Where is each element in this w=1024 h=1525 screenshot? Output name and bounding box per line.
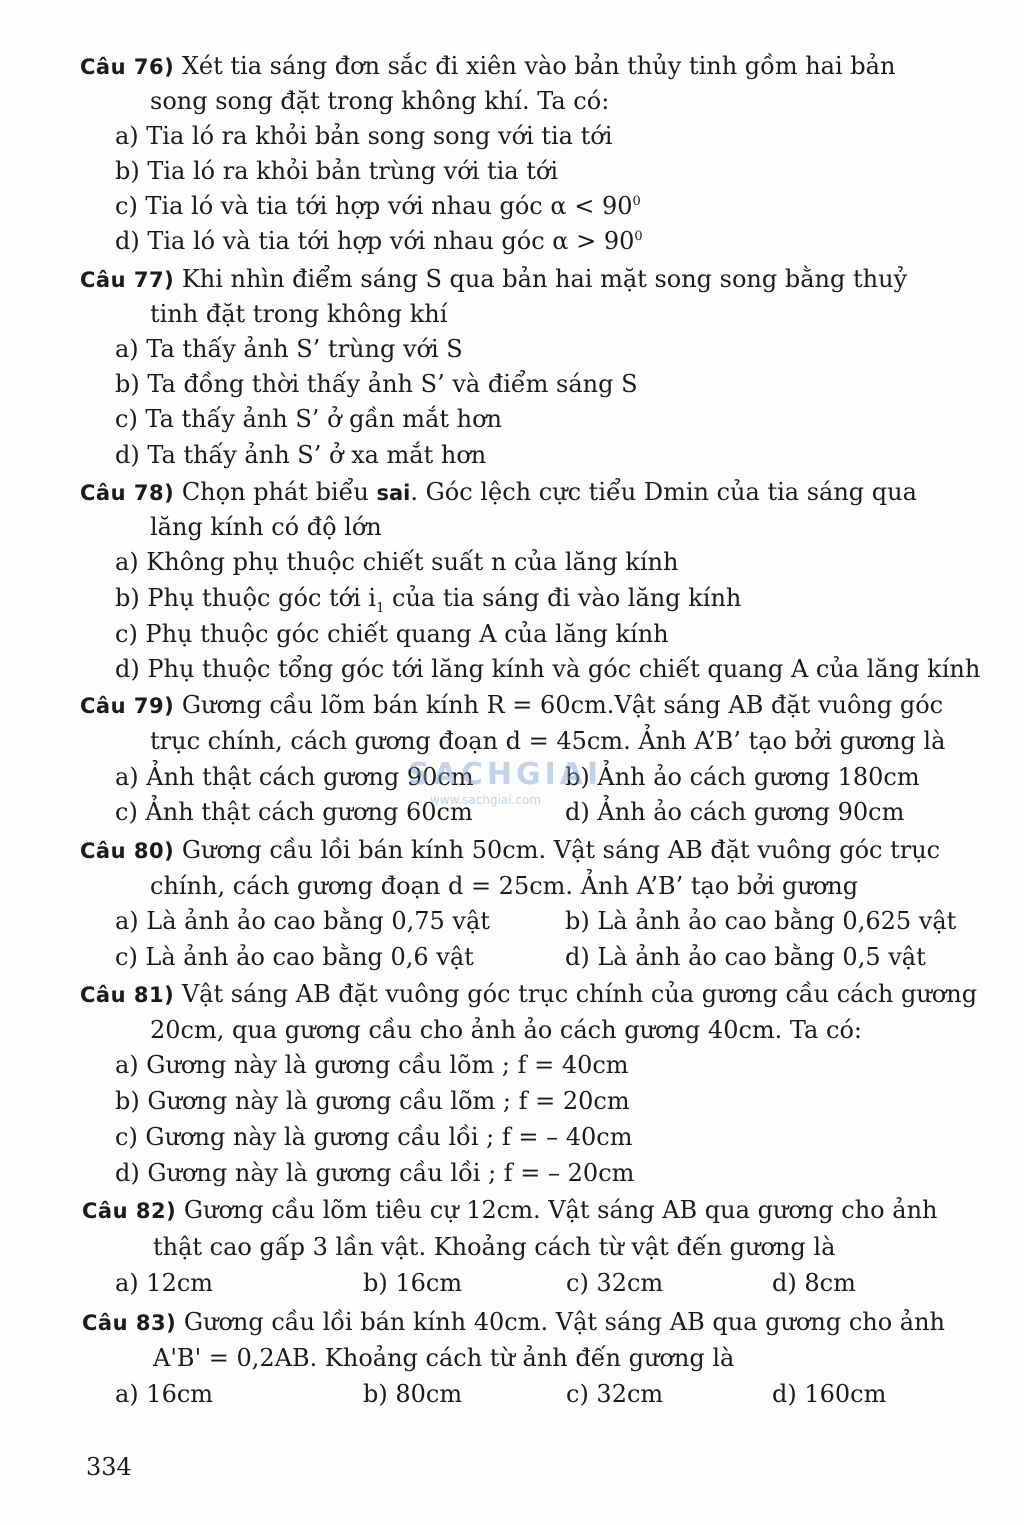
question-stem-line: 20cm, qua gương cầu cho ảnh ảo cách gương 40cm. Ta có:	[150, 1016, 862, 1044]
question-stem-line: Câu 82) Gương cầu lõm tiêu cự 12cm. Vật sáng AB qua gương cho ảnh	[82, 1196, 938, 1224]
question-number: Câu 82)	[82, 1199, 177, 1223]
answer-option: a) 16cm	[115, 1380, 214, 1408]
question-stem-line: song song đặt trong không khí. Ta có:	[150, 87, 610, 115]
answer-option: c) Gương này là gương cầu lồi ; f = – 40cm	[115, 1123, 633, 1151]
question-stem-line: Câu 80) Gương cầu lồi bán kính 50cm. Vật sáng AB đặt vuông góc trục	[80, 836, 941, 864]
watermark	[408, 757, 603, 817]
answer-option: a) Gương này là gương cầu lõm ; f = 40cm	[115, 1051, 629, 1079]
question-stem-line: Câu 83) Gương cầu lồi bán kính 40cm. Vật sáng AB qua gương cho ảnh	[82, 1308, 946, 1336]
question-stem-line: thật cao gấp 3 lần vật. Khoảng cách từ vật đến gương là	[153, 1233, 836, 1261]
question-number: Câu 78)	[80, 481, 175, 505]
question-stem-line: Câu 78) Chọn phát biểu sai. Góc lệch cực tiểu Dmin của tia sáng qua	[80, 478, 917, 506]
answer-option: b) Ta đồng thời thấy ảnh S’ và điểm sáng S	[115, 370, 638, 398]
question-stem-line: lăng kính có độ lớn	[150, 513, 382, 541]
answer-option: c) Là ảnh ảo cao bằng 0,6 vật	[115, 943, 474, 971]
question-stem-line: trục chính, cách gương đoạn d = 45cm. Ảnh A’B’ tạo bởi gương là	[150, 727, 946, 755]
watermark-logo: SACHGIAI	[408, 757, 603, 792]
question-stem-line: chính, cách gương đoạn d = 25cm. Ảnh A’B’ tạo bởi gương	[150, 872, 859, 900]
answer-option: a) Tia ló ra khỏi bản song song với tia tới	[115, 122, 613, 150]
answer-option: b) Gương này là gương cầu lõm ; f = 20cm	[115, 1087, 630, 1115]
question-number: Câu 79)	[80, 694, 175, 718]
question-number: Câu 80)	[80, 839, 175, 863]
answer-option: c) 32cm	[566, 1269, 664, 1297]
answer-option: a) Không phụ thuộc chiết suất n của lăng kính	[115, 548, 679, 576]
answer-option: b) Là ảnh ảo cao bằng 0,625 vật	[565, 907, 957, 935]
answer-option: c) Tia ló và tia tới hợp với nhau góc $\alpha < 90^0$	[115, 192, 641, 220]
answer-option: d) Là ảnh ảo cao bằng 0,5 vật	[565, 943, 926, 971]
answer-option: d) Gương này là gương cầu lồi ; f = – 20cm	[115, 1159, 635, 1187]
question-stem-line: Câu 79) Gương cầu lõm bán kính R = 60cm.Vật sáng AB đặt vuông góc	[80, 691, 944, 719]
answer-option: b) Phụ thuộc góc tới $i_1$ của tia sáng đi vào lăng kính	[115, 584, 742, 616]
answer-option: b) Tia ló ra khỏi bản trùng với tia tới	[115, 157, 559, 185]
question-number: Câu 77)	[80, 268, 175, 292]
question-stem-line: A'B' = 0,2AB. Khoảng cách từ ảnh đến gương là	[153, 1344, 735, 1372]
answer-option: a) 12cm	[115, 1269, 214, 1297]
question-number: Câu 83)	[82, 1311, 177, 1335]
answer-option: d) Ảnh ảo cách gương 90cm	[565, 798, 905, 826]
question-stem-line: Câu 81) Vật sáng AB đặt vuông góc trục chính của gương cầu cách gương	[80, 980, 978, 1008]
answer-option: d) Ta thấy ảnh S’ ở xa mắt hơn	[115, 441, 487, 469]
answer-option: a) Ảnh thật cách gương 90cm	[115, 763, 474, 791]
question-number: Câu 76)	[80, 55, 175, 79]
question-stem-line: tinh đặt trong không khí	[150, 300, 448, 328]
answer-option: c) 32cm	[566, 1380, 664, 1408]
answer-option: a) Là ảnh ảo cao bằng 0,75 vật	[115, 907, 490, 935]
answer-option: a) Ta thấy ảnh S’ trùng với S	[115, 335, 463, 363]
question-number: Câu 81)	[80, 983, 175, 1007]
answer-option: d) 160cm	[772, 1380, 887, 1408]
answer-option: c) Phụ thuộc góc chiết quang A của lăng kính	[115, 620, 669, 648]
answer-option: b) 16cm	[363, 1269, 463, 1297]
question-stem-line: Câu 76) Xét tia sáng đơn sắc đi xiên vào bản thủy tinh gồm hai bản	[80, 52, 896, 80]
answer-option: b) Ảnh ảo cách gương 180cm	[565, 763, 920, 791]
watermark-url: www.sachgiai.com	[430, 793, 542, 807]
answer-option: d) Phụ thuộc tổng góc tới lăng kính và góc chiết quang A của lăng kính	[115, 655, 981, 683]
answer-option: d) 8cm	[772, 1269, 856, 1297]
answer-option: d) Tia ló và tia tới hợp với nhau góc $\alpha > 90^0$	[115, 227, 643, 255]
answer-option: c) Ta thấy ảnh S’ ở gần mắt hơn	[115, 405, 502, 433]
question-stem-line: Câu 77) Khi nhìn điểm sáng S qua bản hai mặt song song bằng thuỷ	[80, 265, 908, 293]
answer-option: b) 80cm	[363, 1380, 463, 1408]
answer-option: c) Ảnh thật cách gương 60cm	[115, 798, 473, 826]
page-number: 334	[86, 1453, 132, 1481]
